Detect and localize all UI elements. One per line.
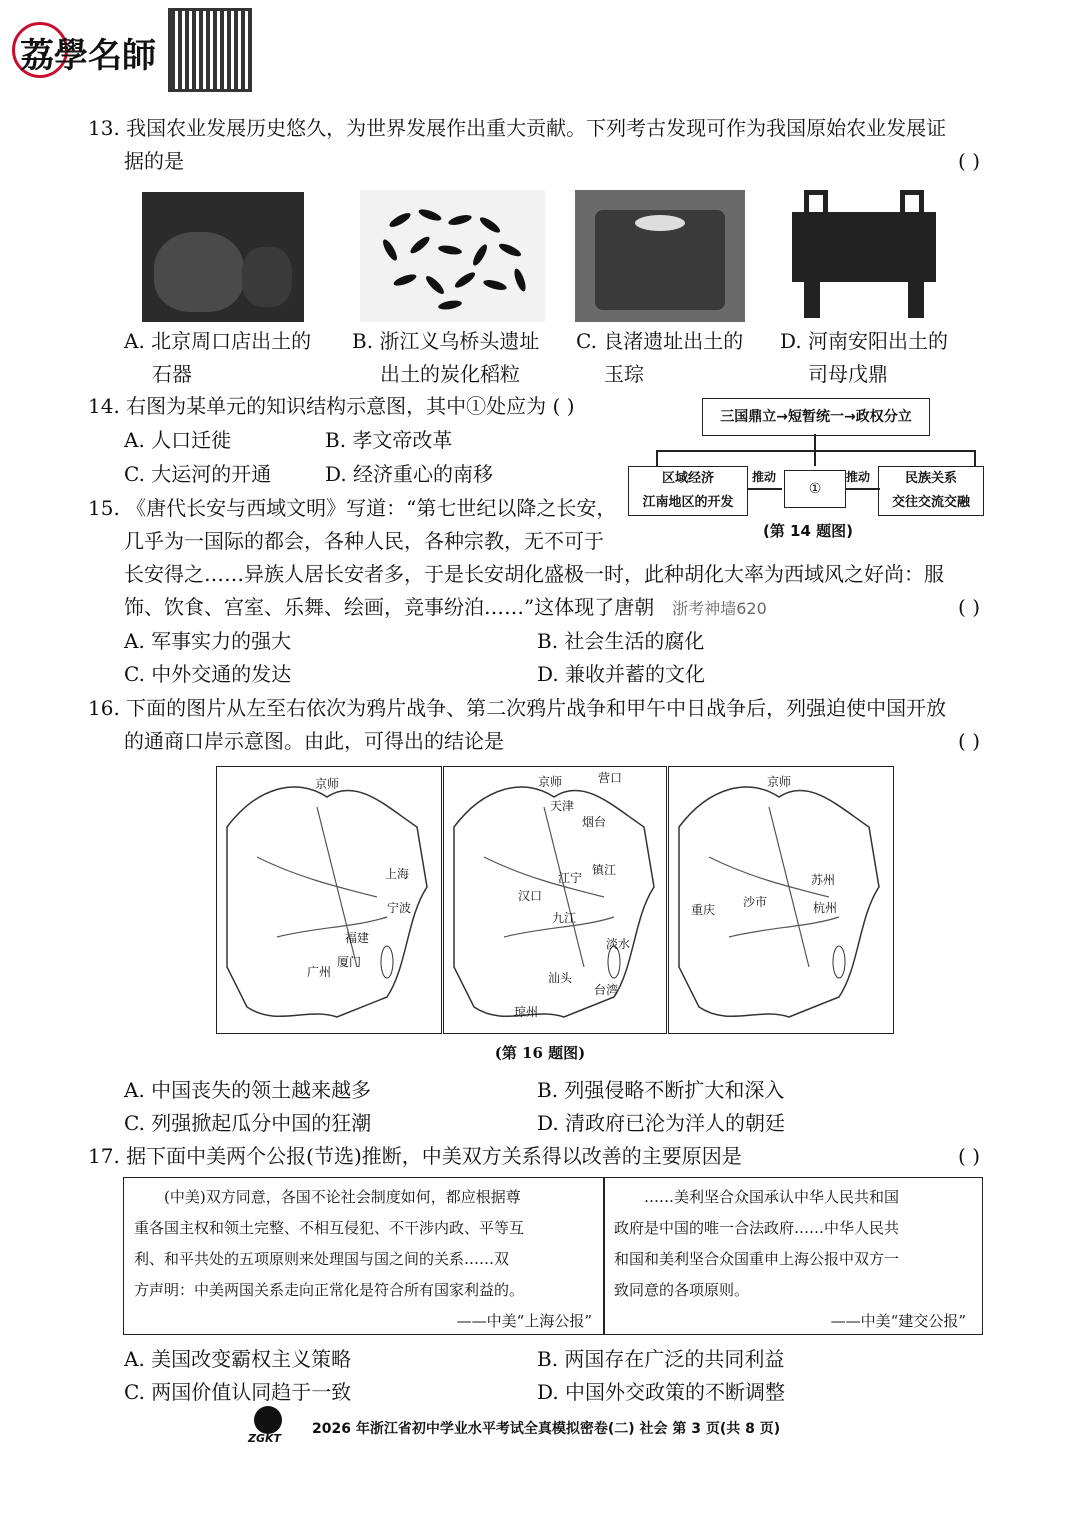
quote-line: 利、和平共处的五项原则来处理国与国之间的关系……双 [134,1250,510,1268]
diagram-top-box: 三国鼎立→短暂统一→政权分立 [702,398,930,436]
quote-line: 方声明：中美两国关系走向正常化是符合所有国家利益的。 [134,1281,525,1299]
treaty-port-map-1 [216,766,442,1034]
question-number: 17. [88,1144,120,1168]
treaty-port-map-3 [668,766,894,1034]
map-label: 京师 [767,775,792,789]
q13-option-c[interactable] [576,325,766,391]
map-label: 烟台 [582,815,607,829]
maps-caption: (第 16 题图) [494,1044,586,1062]
quote-line: (中美)双方同意，各国不论社会制度如何，都应根据尊 [164,1188,521,1206]
diagram-caption: (第 14 题图) [762,522,854,540]
question-text: 下面的图片从左至右依次为鸦片战争、第二次鸦片战争和甲午中日战争后，列强迫使中国开放 [126,696,947,720]
option-label: 出土的炭化稻粒 [380,362,520,386]
quote-line: 政府是中国的唯一合法政府……中华人民共 [614,1219,900,1237]
answer-parens: ( ) [958,1144,980,1168]
quote-source: ——中美“上海公报” [456,1312,592,1330]
map-label: 京师 [538,775,563,789]
footer-text: 2026 年浙江省初中学业水平考试全真模拟密卷(二) 社会 第 3 页(共 8 页) [312,1421,781,1437]
q13-option-b[interactable] [352,325,562,391]
logo-text: 荔學名師 [20,36,156,76]
q13-option-d[interactable] [780,325,970,391]
map-label: 沙市 [743,895,768,909]
map-label: 淡水 [606,937,631,951]
diagram-left-line1: 区域经济 [661,471,714,486]
option-label: 司母戊鼎 [808,362,888,386]
map-label: 杭州 [813,901,838,915]
map-label: 苏州 [811,873,836,887]
map-label: 福建 [345,931,370,945]
q16-option-c[interactable]: C. 列强掀起瓜分中国的狂潮 [124,1111,372,1135]
map-label: 台湾 [594,983,619,997]
map-label: 江宁 [558,871,583,885]
treaty-port-map-2 [443,766,667,1034]
question-text: 据的是 [124,149,184,173]
map-label: 汕头 [548,971,573,985]
question-number: 14. [88,394,120,418]
map-label: 广州 [307,965,332,979]
question-text: 饰、饮食、宫室、乐舞、绘画，竞事纷泊……”这体现了唐朝 [124,595,655,619]
map-label: 上海 [385,867,410,881]
question-number: 13. [88,116,120,140]
question-13 [88,112,988,178]
q17-option-a[interactable]: A. 美国改变霸权主义策略 [124,1347,352,1371]
q14-option-d[interactable]: D. 经济重心的南移 [325,462,494,486]
artifact-photo-jade-cong [575,190,745,322]
artifact-photo-stone-tools [142,192,304,322]
map-label: 汉口 [518,889,543,903]
q16-option-d[interactable]: D. 清政府已沦为洋人的朝廷 [537,1111,786,1135]
diagram-arrow-right-label: 推动 [846,470,871,484]
question-number: 16. [88,696,120,720]
map-label: 营口 [598,771,623,785]
establishment-communique [614,1182,972,1337]
map-label: 琼州 [514,1005,539,1019]
question-text: 的通商口岸示意图。由此，可得出的结论是 [124,729,504,753]
option-label: 石器 [152,362,192,386]
diagram-left-line2: 江南地区的开发 [642,495,734,510]
map-label: 镇江 [592,863,617,877]
q17-option-c[interactable]: C. 两国价值认同趋于一致 [124,1380,352,1404]
diagram-arrow-right [846,488,880,490]
q15-option-c[interactable]: C. 中外交通的发达 [124,662,292,686]
watermark-text: 浙考神墙620 [672,599,767,618]
option-label: C. 良渚遗址出土的 [576,329,744,353]
q16-option-a[interactable]: A. 中国丧失的领土越来越多 [124,1078,372,1102]
question-number: 15. [88,496,120,520]
quote-line: 和国和美利坚合众国重申上海公报中双方一 [614,1250,900,1268]
question-14 [88,390,628,423]
map-label: 重庆 [691,903,716,917]
diagram-right-line2: 交往交流交融 [891,495,970,510]
diagram-right-line1: 民族关系 [904,471,957,486]
question-16 [88,692,988,758]
artifact-photo-simuwu-ding [784,186,944,322]
map-label: 厦门 [337,955,362,969]
q14-option-a[interactable]: A. 人口迁徙 [124,428,232,452]
q14-option-c[interactable]: C. 大运河的开通 [124,462,272,486]
option-label: 玉琮 [604,362,644,386]
quote-source: ——中美“建交公报” [830,1312,966,1330]
diagram-connector [814,434,816,450]
artifact-photo-rice-grains [360,190,545,322]
map-label: 宁波 [387,901,412,915]
quote-line: 致同意的各项原则。 [614,1281,750,1299]
map-label: 九江 [552,911,577,925]
map-label: 天津 [550,799,575,813]
option-label: A. 北京周口店出土的 [124,329,312,353]
question-15 [88,492,988,625]
q14-option-b[interactable]: B. 孝文帝改革 [325,428,453,452]
diagram-arrow-left-label: 推动 [752,470,777,484]
answer-parens: ( ) [958,595,980,619]
quote-line: 重各国主权和领土完整、不相互侵犯、不干涉内政、平等互 [134,1219,525,1237]
question-text: 《唐代长安与西域文明》写道：“第七世纪以降之长安， [126,496,617,520]
footer-logo-icon [244,1402,294,1448]
shanghai-communique [134,1182,598,1337]
question-text: 右图为某单元的知识结构示意图，其中①处应为 [126,394,547,418]
q13-option-a[interactable] [124,325,334,391]
diagram-connector [814,450,816,466]
qr-code-icon [168,8,252,92]
communique-box [123,1177,983,1335]
question-text: 据下面中美两个公报(节选)推断，中美双方关系得以改善的主要原因是 [126,1144,742,1168]
question-17 [88,1140,988,1173]
q15-option-a[interactable]: A. 军事实力的强大 [124,629,292,653]
answer-parens: ( ) [958,149,980,173]
answer-parens: ( ) [552,394,575,418]
diagram-connector [656,450,658,466]
header-logo [12,18,172,78]
q17-option-b[interactable]: B. 两国存在广泛的共同利益 [537,1347,785,1371]
diagram-connector [974,450,976,466]
q15-option-d[interactable]: D. 兼收并蓄的文化 [537,662,706,686]
q15-option-b[interactable]: B. 社会生活的腐化 [537,629,705,653]
map-label: 京师 [315,777,340,791]
communique-divider [603,1178,605,1334]
question-text: 我国农业发展历史悠久，为世界发展作出重大贡献。下列考古发现可作为我国原始农业发展证 [126,116,947,140]
q17-option-d[interactable]: D. 中国外交政策的不断调整 [537,1380,786,1404]
question-text: 几乎为一国际的都会，各种人民，各种宗教，无不可于 [124,529,604,553]
option-label: D. 河南安阳出土的 [780,329,949,353]
quote-line: ……美利坚合众国承认中华人民共和国 [644,1188,900,1206]
diagram-arrow-left [748,488,782,490]
diagram-center-box: ① [784,470,846,508]
q16-option-b[interactable]: B. 列强侵略不断扩大和深入 [537,1078,785,1102]
footer-logo-text: ZGKT [248,1432,282,1445]
option-label: B. 浙江义乌桥头遗址 [352,329,540,353]
answer-parens: ( ) [958,729,980,753]
question-text: 长安得之……异族人居长安者多，于是长安胡化盛极一时，此种胡化大率为西域风之好尚：服 [124,562,944,586]
